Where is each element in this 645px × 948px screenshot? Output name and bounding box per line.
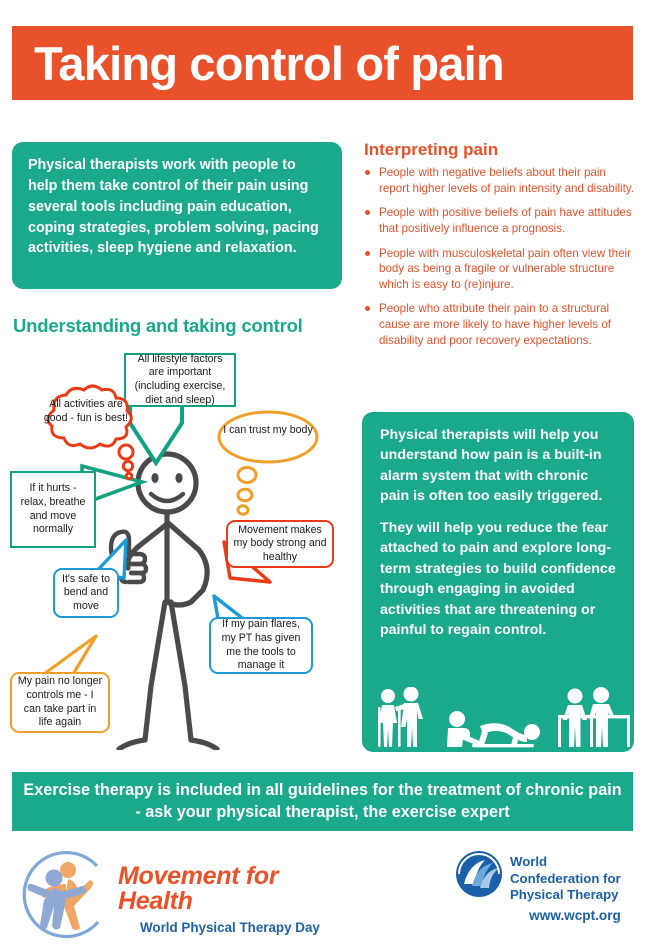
- list-item: People with musculoskeletal pain often view their body as being a fragile or vulnerable structure which is easy to (re)injure.: [364, 246, 636, 293]
- intro-text: Physical therapists work with people to help them take control of their pain using several tools including pain education, coping strategies, problem solving, pacing activities, sleep hygiene and relaxation.: [28, 157, 319, 257]
- bubble-text: If my pain flares, my PT has given me the tools to manage it: [221, 618, 301, 672]
- bottom-banner: [12, 772, 633, 831]
- bubble-safe: [53, 568, 119, 618]
- interpreting-pain-heading: Interpreting pain: [364, 140, 499, 159]
- intro-box: [12, 142, 342, 289]
- callout-box: [362, 412, 634, 752]
- bubble-activities-text: All activities are good - fun is best!: [43, 398, 129, 424]
- walking-aid-assist-icon: [378, 687, 423, 747]
- mfh-mark-icon: [14, 846, 114, 942]
- figure-right-arm: [167, 522, 207, 602]
- bubble-trust-text: I can trust my body: [223, 424, 313, 436]
- wcpt-mark-icon: [455, 850, 503, 898]
- callout-paragraph: Physical therapists will help you understand how pain is a built-in alarm system that with chronic pain is often too easily triggered.: [380, 427, 603, 505]
- understanding-heading: Understanding and taking control: [13, 315, 303, 336]
- wcpt-name: World Confederation for Physical Therapy: [510, 854, 621, 902]
- list-item: People who attribute their pain to a structural cause are more likely to have higher levels of disability and poor recovery expectations.: [364, 301, 636, 348]
- mfh-title: Movement for Health: [118, 862, 279, 915]
- wcpt-url: www.wcpt.org: [529, 908, 621, 923]
- bubble-text: My pain no longer controls me - I can take part in life again: [17, 675, 103, 729]
- bubble-text: It's safe to bend and move: [62, 572, 110, 612]
- bubble-text: All lifestyle factors are important (including exercise, diet and sleep): [134, 352, 226, 406]
- mfh-subtitle: World Physical Therapy Day: [140, 920, 320, 935]
- bubble-flares: [209, 617, 313, 674]
- figure-right-foot: [191, 740, 217, 749]
- figure-hip: [167, 602, 191, 605]
- list-item: People with positive beliefs of pain have attitudes that positively influence a prognosis.: [364, 205, 636, 236]
- bubble-hurts: [10, 471, 96, 548]
- therapy-pictograms: [362, 687, 634, 749]
- bubble-nolonger: [10, 672, 110, 733]
- floor-exercise-icon: [447, 711, 540, 747]
- figure-left-foot: [119, 740, 145, 749]
- banner-line-1: Exercise therapy is included in all guidelines for the treatment of chronic pain: [23, 781, 622, 800]
- footer: [0, 840, 645, 948]
- bubble-text: If it hurts - relax, breathe and move normally: [20, 482, 86, 536]
- figure-left-leg: [145, 602, 165, 740]
- mfh-wordmark: [118, 864, 334, 934]
- bubble-text: Movement makes my body strong and healthy: [233, 523, 327, 563]
- bubble-movement: [226, 520, 334, 568]
- movement-for-health-logo: [14, 846, 334, 942]
- interpreting-pain-list: [364, 165, 636, 357]
- callout-paragraph: They will help you reduce the fear attached to pain and explore long-term strategies to build confidence through engaging in avoided activities that are threatening or painful to regain control.: [380, 519, 616, 638]
- parallel-bars-gait-icon: [558, 687, 630, 747]
- wcpt-logo-block: [455, 850, 640, 923]
- banner-line-2: - ask your physical therapist, the exercise expert: [135, 802, 510, 821]
- list-item: People with negative beliefs about their pain report higher levels of pain intensity and disability.: [364, 165, 636, 196]
- page-title: Taking control of pain: [34, 36, 504, 90]
- figure-right-leg: [171, 602, 191, 740]
- bubble-activities-cloud: [32, 382, 142, 482]
- header-band: [12, 26, 633, 100]
